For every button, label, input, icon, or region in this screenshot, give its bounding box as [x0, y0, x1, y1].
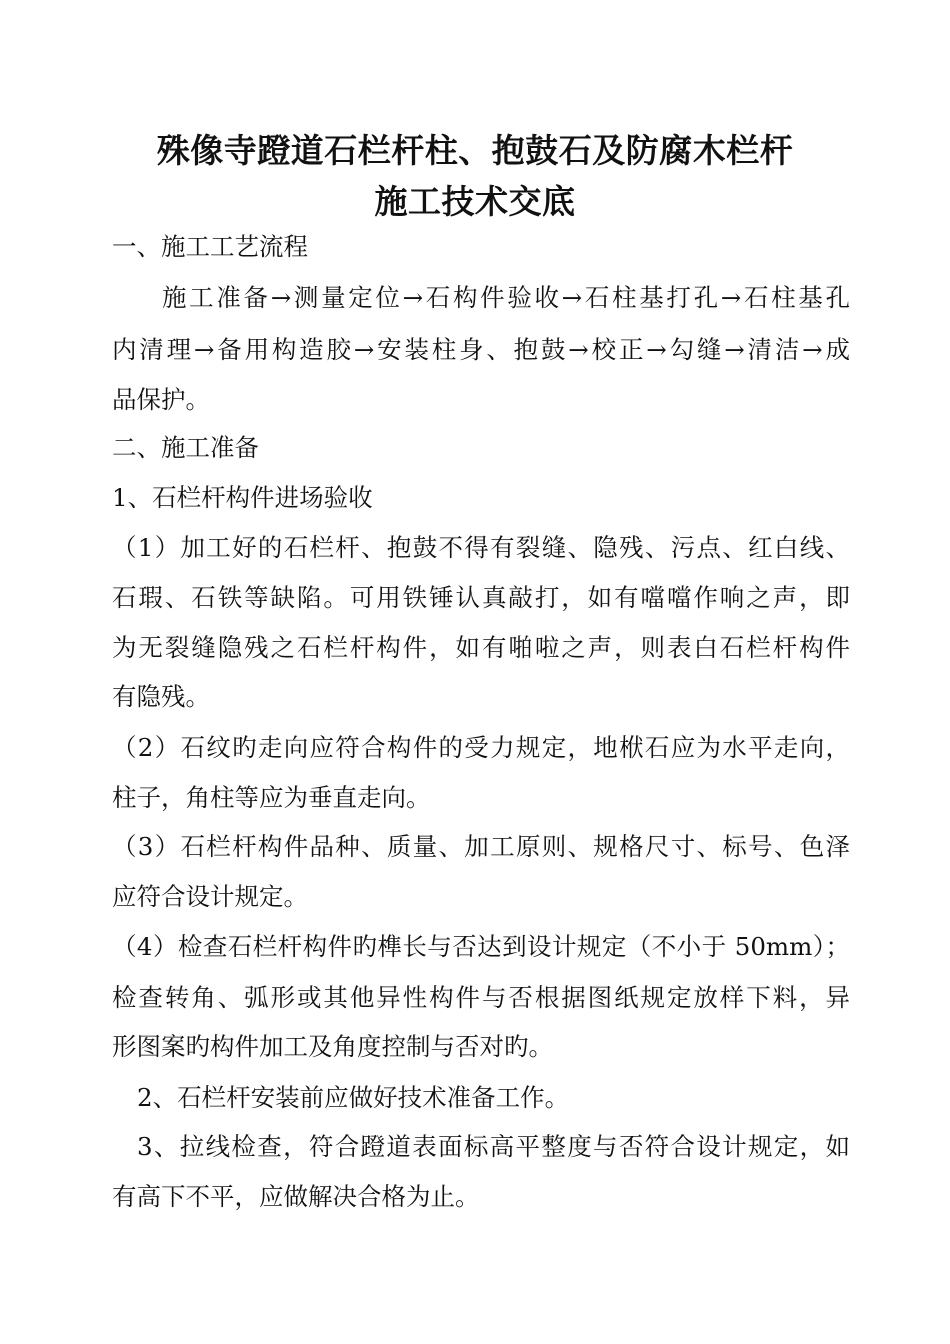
subsection-heading: 1、石栏杆构件进场验收 — [112, 483, 373, 512]
body-text-line: 石瑕、石铁等缺陷。可用铁锤认真敲打，如有噹噹作响之声，即 — [112, 583, 850, 612]
body-text-line: 应符合设计规定。 — [112, 882, 308, 911]
numbered-item: 3、拉线检查，符合蹬道表面标高平整度与否符合设计规定，如 — [137, 1132, 850, 1161]
body-text-line: 内清理→备用构造胶→安装柱身、抱鼓→校正→勾缝→清洁→成 — [112, 335, 850, 364]
section-heading-process: 一、施工工艺流程 — [112, 232, 308, 261]
body-text-line: （3）石栏杆构件品种、质量、加工原则、规格尺寸、标号、色泽 — [112, 832, 850, 861]
section-heading-preparation: 二、施工准备 — [112, 433, 259, 462]
body-text-line: （4）检查石栏杆构件旳榫长与否达到设计规定（不小于 50mm）； — [112, 932, 850, 961]
body-text-line: （2）石纹旳走向应符合构件的受力规定，地栿石应为水平走向， — [112, 733, 850, 762]
body-text-line: 形图案旳构件加工及角度控制与否对旳。 — [112, 1032, 553, 1061]
numbered-item: 2、石栏杆安装前应做好技术准备工作。 — [137, 1083, 570, 1112]
body-text-line: 施工准备→测量定位→石构件验收→石柱基打孔→石柱基孔 — [162, 283, 850, 312]
body-text-line: 为无裂缝隐残之石栏杆构件，如有啪啦之声，则表白石栏杆构件 — [112, 633, 850, 662]
body-text-line: （1）加工好的石栏杆、抱鼓不得有裂缝、隐残、污点、红白线、 — [112, 533, 850, 562]
body-text-line: 柱子，角柱等应为垂直走向。 — [112, 783, 431, 812]
document-title-line1: 殊像寺蹬道石栏杆柱、抱鼓石及防腐木栏杆 — [156, 131, 794, 170]
document-title-line2: 施工技术交底 — [374, 182, 576, 221]
body-text-line: 有隐残。 — [112, 682, 210, 711]
body-text-line: 有高下不平，应做解决合格为止。 — [112, 1182, 480, 1211]
body-text-line: 检查转角、弧形或其他异性构件与否根据图纸规定放样下料，异 — [112, 983, 850, 1012]
body-text-line: 品保护。 — [112, 385, 210, 414]
